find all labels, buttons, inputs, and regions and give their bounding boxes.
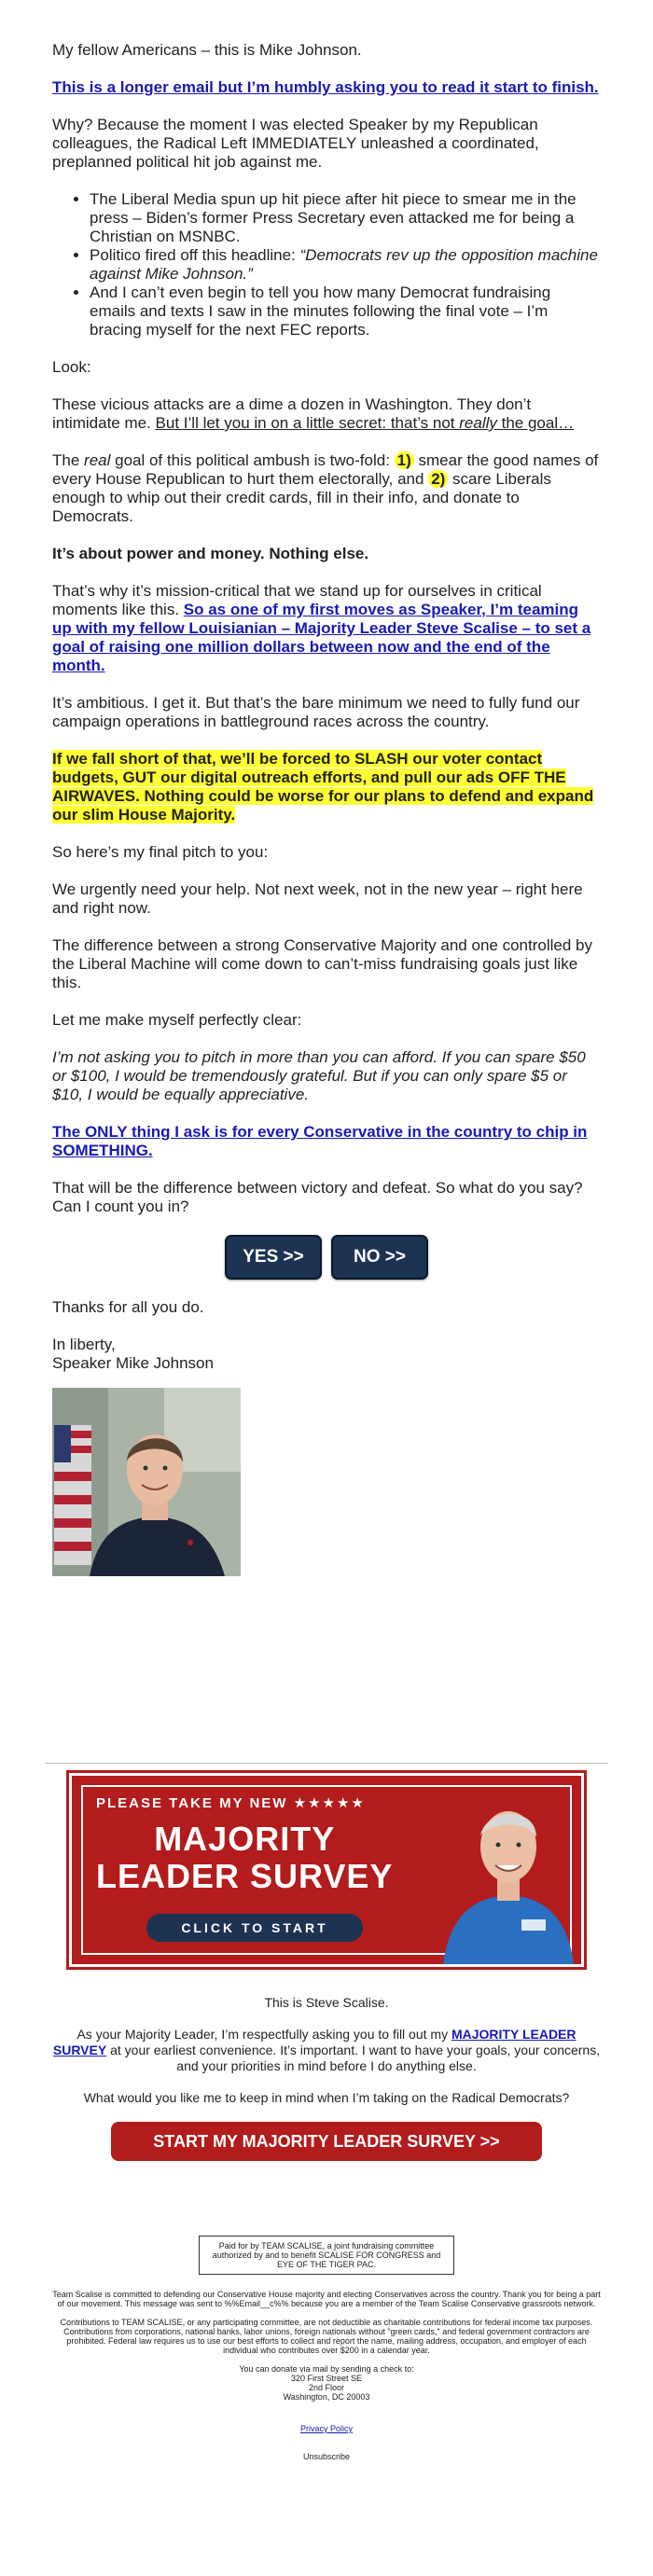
mail-line: You can donate via mail by sending a check to: bbox=[239, 2364, 414, 2374]
click-to-start-button[interactable]: CLICK TO START bbox=[146, 1914, 363, 1942]
start-survey-button[interactable]: START MY MAJORITY LEADER SURVEY >> bbox=[111, 2122, 542, 2161]
answer-buttons bbox=[52, 1235, 601, 1280]
ambitious-paragraph: It’s ambitious. I get it. But that’s the bare minimum we need to fully fund our campaign operations in battleground races across the country. bbox=[52, 694, 580, 730]
mailing-address bbox=[52, 2364, 601, 2402]
goal-text: The bbox=[52, 451, 85, 469]
survey-question: What would you like me to keep in mind when I’m taking on the Radical Democrats? bbox=[83, 2090, 570, 2105]
secret-text bbox=[156, 414, 575, 432]
bullet-list bbox=[52, 190, 601, 339]
goal-paragraph bbox=[52, 451, 601, 526]
mail-line: Washington, DC 20003 bbox=[283, 2392, 370, 2402]
chip-in-link[interactable]: The ONLY thing I ask is for every Conservative in the country to chip in SOMETHING. bbox=[52, 1123, 588, 1159]
closing: In liberty, bbox=[52, 1336, 116, 1353]
portrait-illustration bbox=[52, 1388, 241, 1576]
number-badge: 1) bbox=[395, 451, 414, 469]
survey-request bbox=[52, 2027, 601, 2074]
thanks-paragraph: Thanks for all you do. bbox=[52, 1298, 204, 1316]
privacy-policy-link[interactable]: Privacy Policy bbox=[299, 2424, 353, 2433]
footer-divider bbox=[45, 1763, 608, 1764]
this-is-scalise: This is Steve Scalise. bbox=[264, 1995, 389, 2010]
mission-paragraph bbox=[52, 582, 601, 675]
why-paragraph: Why? Because the moment I was elected Speaker by my Republican colleagues, the Radical Left IMMEDIATELY unleashed a coordinated, preplanned political hit job against me. bbox=[52, 116, 539, 171]
urgent-paragraph: We urgently need your help. Not next week, not in the new year – right here and right now. bbox=[52, 880, 583, 917]
survey-link[interactable]: MAJORITY LEADER SURVEY bbox=[52, 2027, 577, 2057]
contributions-disclaimer: Contributions to TEAM SCALISE, or any participating committee, are not deductible as charitable contributions for federal income tax purposes. Contributions from corporations, national banks, labor unions, foreign nationals without "green cards," and federal government contractors are prohibited. Federal law requires us to use our best efforts to collect and report the name, mailing address, occupation, and employer of each individual who contributes over $200 in a calendar year. bbox=[60, 2318, 593, 2355]
attacks-text: These vicious attacks are a dime a dozen in Washington. They don’t intimidate me. bbox=[52, 395, 532, 432]
paid-for-box: Paid for by TEAM SCALISE, a joint fundraising committee authorized by and to benefit SCALISE FOR CONGRESS and EYE OF THE TIGER PAC. bbox=[199, 2236, 454, 2275]
greeting: My fellow Americans – this is Mike Johnson. bbox=[52, 41, 362, 59]
goal-text: goal of this political ambush is two-fold: bbox=[110, 451, 395, 469]
footer bbox=[0, 1773, 653, 2461]
steve-scalise-photo bbox=[443, 1787, 574, 1964]
mail-line: 2nd Floor bbox=[308, 2383, 345, 2392]
victory-paragraph: That will be the difference between victory and defeat. So what do you say? Can I count you in? bbox=[52, 1179, 583, 1215]
signature: Speaker Mike Johnson bbox=[52, 1354, 214, 1372]
secret-text-1: But I’ll let you in on a little secret: that’s not bbox=[155, 414, 460, 432]
bullet-item bbox=[90, 246, 601, 284]
goal-text: smear the good names of every House Republican to hurt them electorally, and bbox=[52, 451, 599, 488]
yes-button[interactable]: YES >> bbox=[225, 1235, 322, 1280]
banner-top-text: PLEASE TAKE MY NEW ★★★★★ bbox=[96, 1795, 366, 1811]
clear-paragraph: Let me make myself perfectly clear: bbox=[52, 1011, 302, 1029]
survey-text: As your Majority Leader, I’m respectfully asking you to fill out my bbox=[76, 2027, 452, 2042]
flag-icon bbox=[54, 1425, 91, 1565]
privacy-paragraph bbox=[52, 2424, 601, 2433]
bullet-text: Politico fired off this headline: bbox=[90, 246, 300, 264]
number-badge: 2) bbox=[428, 470, 448, 488]
attacks-paragraph bbox=[52, 395, 601, 433]
committed-text: Team Scalise is committed to defending our Conservative House majority and electing Conservatives across the country. Thank you for being a part of our movement. This message was sent to %%Email__c%% because you are a member of the Team Scalise Conservative grassroots network. bbox=[52, 2290, 601, 2308]
goal-text: scare Liberals enough to whip out their credit cards, fill in their info, and donate to Democrats. bbox=[52, 470, 551, 525]
secret-text-2: the goal… bbox=[496, 414, 575, 432]
mission-text: That’s why it’s mission-critical that we stand up for ourselves in critical moments like this. bbox=[52, 582, 542, 618]
survey-banner[interactable] bbox=[69, 1773, 584, 1967]
banner-title-line: LEADER SURVEY bbox=[96, 1857, 394, 1895]
difference-paragraph: The difference between a strong Conservative Majority and one controlled by the Liberal Machine will come down to can’t-miss fundraising goals just like this. bbox=[52, 936, 592, 991]
mail-line: 320 First Street SE bbox=[290, 2374, 363, 2383]
italic-paragraph: I’m not asking you to pitch in more than you can afford. If you can spare $50 or $100, I would be tremendously grateful. But if you can only spare $5 or $10, I would be equally appreciative. bbox=[52, 1048, 586, 1103]
banner-title bbox=[96, 1821, 393, 1895]
bullet-item: • And I can’t even begin to tell you how many Democrat fundraising emails and texts I saw in the minutes following the final vote – I’m bracing myself for the next FEC reports. bbox=[90, 284, 601, 339]
intro-paragraph bbox=[52, 78, 601, 97]
secret-emphasis: really bbox=[459, 414, 497, 432]
intro-link[interactable]: This is a longer email but I’m humbly asking you to read it start to finish. bbox=[52, 78, 599, 96]
mission-link[interactable]: So as one of my first moves as Speaker, I’m teaming up with my fellow Louisianian – Majority Leader Steve Scalise – to set a goal of raising one million dollars between now and the end of the month. bbox=[52, 601, 591, 674]
pitch-paragraph: So here’s my final pitch to you: bbox=[52, 843, 269, 861]
highlighted-warning: If we fall short of that, we’ll be forced to SLASH our voter contact budgets, GUT our digital outreach efforts, and pull our ads OFF THE AIRWAVES. Nothing could be worse for our plans to defend and expand our slim House Majority. bbox=[52, 750, 594, 824]
banner-title-line: MAJORITY bbox=[154, 1820, 336, 1858]
no-button[interactable]: NO >> bbox=[331, 1235, 428, 1280]
unsubscribe-link[interactable]: Unsubscribe bbox=[302, 2452, 351, 2461]
headline-quote: “Democrats rev up the opposition machine against Mike Johnson.” bbox=[90, 246, 598, 283]
bullet-item: • The Liberal Media spun up hit piece after hit piece to smear me in the press – Biden’s former Press Secretary even attacked me for being a Christian on MSNBC. bbox=[90, 190, 601, 246]
goal-emphasis: real bbox=[84, 451, 111, 469]
look-paragraph: Look: bbox=[52, 358, 91, 376]
survey-text: at your earliest convenience. It’s important. I want to have your goals, your concerns, and your priorities in mind before I do anything else. bbox=[106, 2043, 601, 2073]
mike-johnson-photo bbox=[52, 1388, 241, 1576]
fall-short-paragraph bbox=[52, 750, 601, 824]
only-paragraph bbox=[52, 1123, 601, 1160]
power-paragraph: It’s about power and money. Nothing else. bbox=[52, 545, 369, 562]
